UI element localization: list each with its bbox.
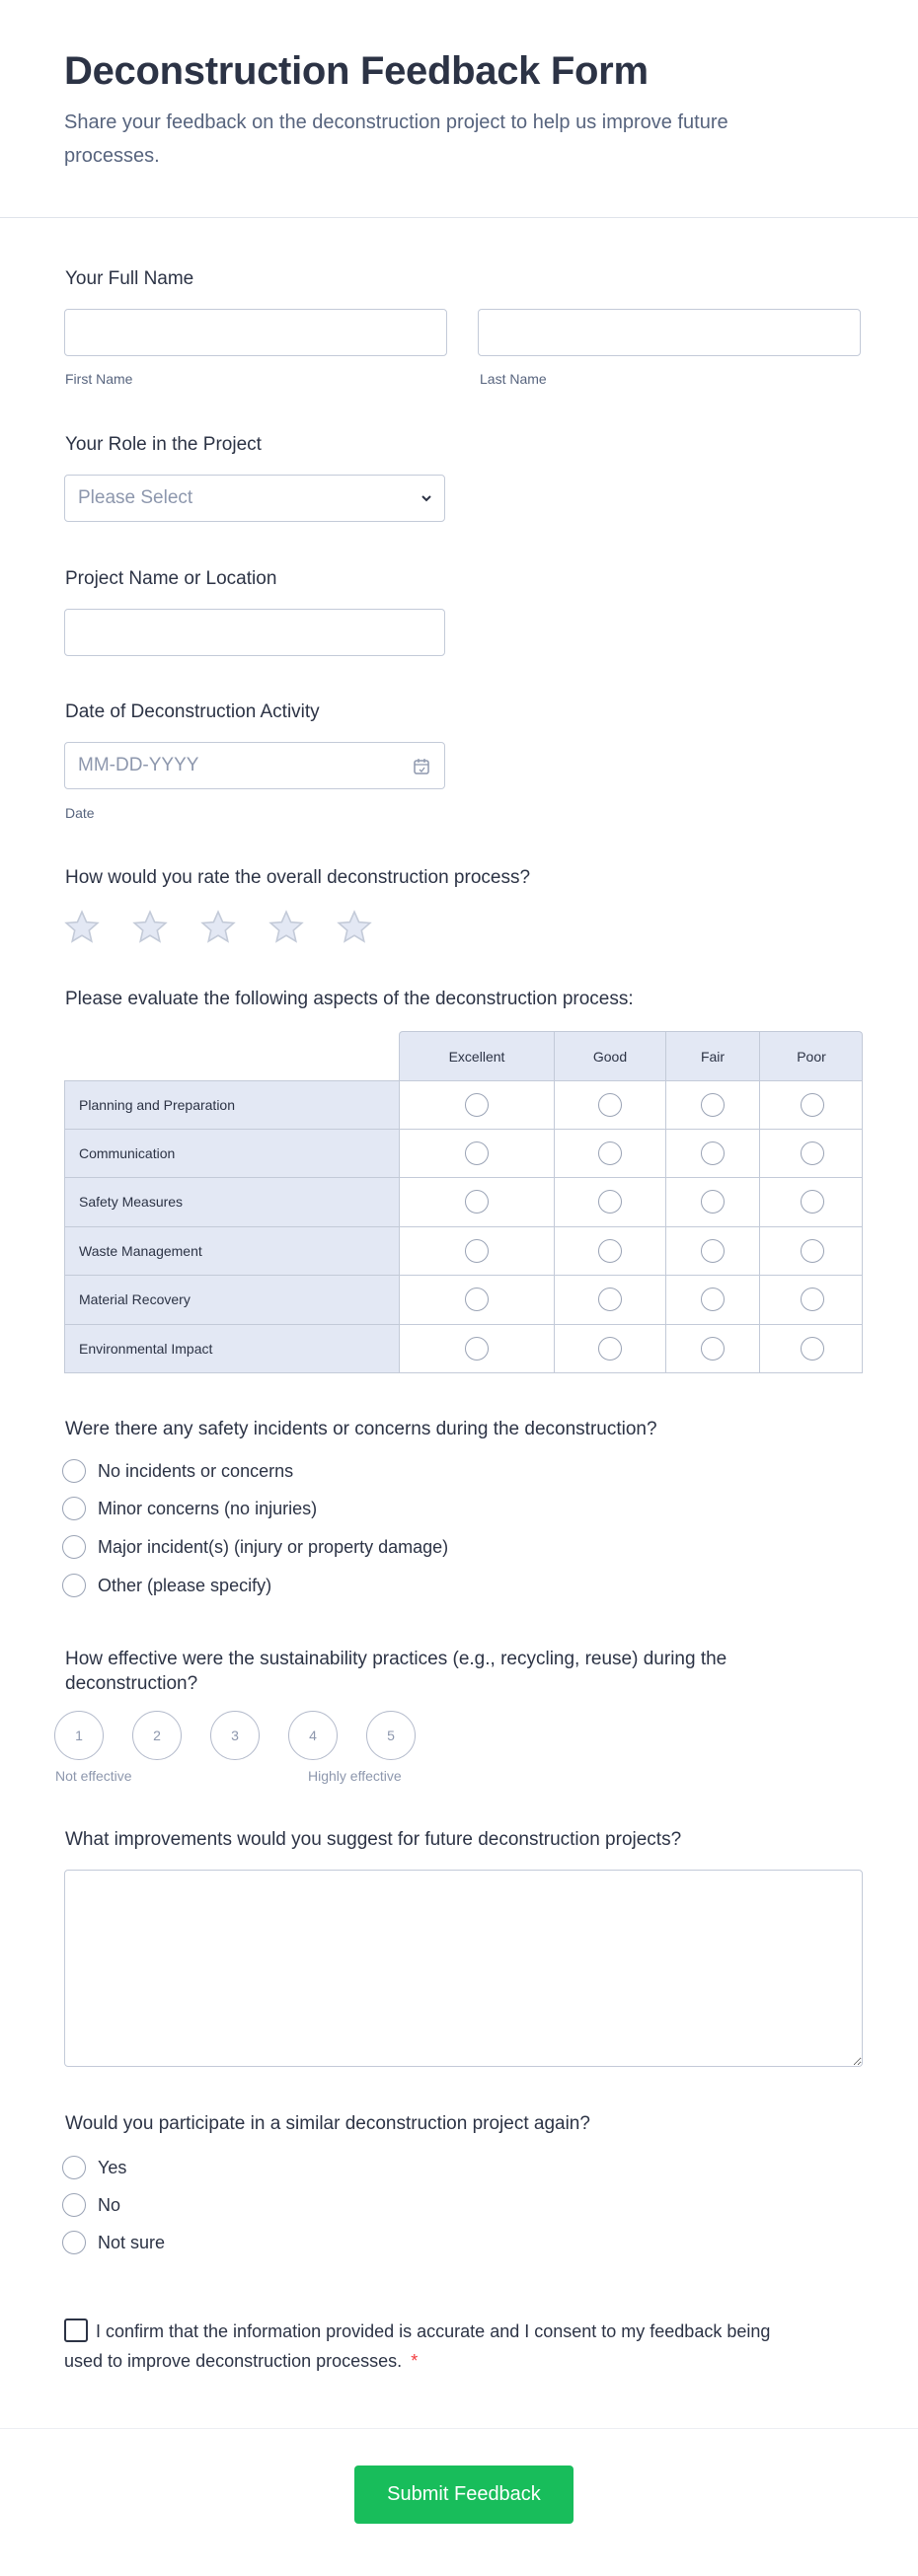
matrix-cell: [666, 1178, 760, 1226]
option-label: Minor concerns (no injuries): [98, 1498, 318, 1518]
matrix-cell: [555, 1276, 666, 1324]
matrix-radio-good[interactable]: [598, 1141, 622, 1165]
date-sublabel: Date: [65, 805, 95, 821]
matrix-radio-poor[interactable]: [801, 1288, 824, 1311]
matrix-cell: [555, 1081, 666, 1129]
star-icon[interactable]: [199, 909, 237, 946]
scale-option-5[interactable]: 5: [366, 1711, 416, 1760]
full-name-label: Your Full Name: [65, 268, 194, 289]
matrix-radio-poor[interactable]: [801, 1190, 824, 1214]
matrix-cell: [555, 1130, 666, 1178]
safety-option[interactable]: [62, 1535, 448, 1559]
improvements-label: What improvements would you suggest for future deconstruction projects?: [65, 1829, 682, 1850]
scale-option-4[interactable]: 4: [288, 1711, 338, 1760]
scale-option-1[interactable]: 1: [54, 1711, 104, 1760]
matrix-cell: [555, 1178, 666, 1226]
last-name-sublabel: Last Name: [480, 371, 547, 387]
scale-option-2[interactable]: 2: [132, 1711, 182, 1760]
matrix-cell: [400, 1081, 555, 1129]
radio-button[interactable]: [62, 1459, 86, 1483]
matrix-cell: [666, 1130, 760, 1178]
matrix-row-label: Safety Measures: [65, 1178, 400, 1226]
matrix-radio-good[interactable]: [598, 1190, 622, 1214]
matrix-row-label: Material Recovery: [65, 1276, 400, 1324]
consent-field: [64, 2317, 795, 2376]
matrix-row: [64, 1130, 863, 1179]
scale-high-label: Highly effective: [308, 1768, 402, 1784]
matrix-radio-good[interactable]: [598, 1337, 622, 1361]
matrix-radio-good[interactable]: [598, 1239, 622, 1263]
matrix-col-poor: Poor: [797, 1049, 826, 1065]
radio-button[interactable]: [62, 1574, 86, 1597]
matrix-radio-excellent[interactable]: [465, 1337, 489, 1361]
matrix-cell: [400, 1178, 555, 1226]
option-label: No incidents or concerns: [98, 1460, 294, 1481]
sustainability-scale[interactable]: [54, 1711, 416, 1760]
date-input[interactable]: [64, 742, 445, 789]
safety-label: Were there any safety incidents or concerns during the deconstruction?: [65, 1419, 657, 1439]
first-name-input[interactable]: [64, 309, 447, 356]
matrix-cell: [555, 1325, 666, 1373]
improvements-textarea[interactable]: [64, 1870, 863, 2067]
option-label: Not sure: [98, 2232, 166, 2252]
safety-option[interactable]: [62, 1574, 271, 1597]
chevron-down-icon: [421, 493, 432, 503]
required-mark: *: [411, 2351, 419, 2371]
matrix-radio-fair[interactable]: [701, 1141, 725, 1165]
calendar-icon[interactable]: [413, 758, 430, 775]
first-name-sublabel: First Name: [65, 371, 133, 387]
role-select-value: Please Select: [78, 487, 193, 508]
participate-option[interactable]: [62, 2156, 126, 2179]
star-icon[interactable]: [268, 909, 305, 946]
matrix-row: [64, 1325, 863, 1374]
participate-label: Would you participate in a similar deconstruction project again?: [65, 2113, 590, 2134]
safety-option[interactable]: [62, 1497, 317, 1520]
matrix-radio-excellent[interactable]: [465, 1093, 489, 1117]
matrix-label: Please evaluate the following aspects of the deconstruction process:: [65, 989, 634, 1009]
matrix-cell: [666, 1227, 760, 1276]
matrix-row: [64, 1080, 863, 1130]
matrix-cell: [400, 1325, 555, 1373]
matrix-cell: [760, 1227, 864, 1276]
radio-button[interactable]: [62, 2156, 86, 2179]
matrix-cell: [760, 1081, 864, 1129]
star-icon[interactable]: [336, 909, 373, 946]
option-label: Major incident(s) (injury or property damage): [98, 1536, 449, 1557]
matrix-radio-poor[interactable]: [801, 1093, 824, 1117]
last-name-input[interactable]: [478, 309, 861, 356]
matrix-row: [64, 1178, 863, 1227]
matrix-radio-fair[interactable]: [701, 1093, 725, 1117]
matrix-row-label: Waste Management: [65, 1227, 400, 1276]
consent-checkbox[interactable]: [64, 2318, 88, 2342]
rating-label: How would you rate the overall deconstruction process?: [65, 867, 531, 888]
matrix-cell: [760, 1178, 864, 1226]
matrix-cell: [666, 1276, 760, 1324]
matrix-radio-fair[interactable]: [701, 1288, 725, 1311]
matrix-col-fair: Fair: [666, 1032, 760, 1081]
scale-low-label: Not effective: [55, 1768, 132, 1784]
option-label: No: [98, 2194, 121, 2215]
option-label: Other (please specify): [98, 1575, 272, 1595]
matrix-row-label: Planning and Preparation: [65, 1081, 400, 1129]
project-label: Project Name or Location: [65, 568, 277, 589]
star-rating[interactable]: [63, 909, 373, 946]
date-label: Date of Deconstruction Activity: [65, 701, 320, 722]
matrix-row-label: Environmental Impact: [65, 1325, 400, 1373]
header-divider: [0, 217, 918, 218]
role-select[interactable]: [64, 475, 445, 522]
matrix-cell: [400, 1227, 555, 1276]
scale-option-3[interactable]: 3: [210, 1711, 260, 1760]
project-input[interactable]: [64, 609, 445, 656]
matrix-col-excellent: Excellent: [400, 1032, 555, 1081]
page-title: Deconstruction Feedback Form: [64, 49, 649, 93]
matrix-radio-poor[interactable]: [801, 1337, 824, 1361]
matrix-radio-fair[interactable]: [701, 1239, 725, 1263]
consent-text: I confirm that the information provided is accurate and I consent to my feedback being used to improve deconstruction processes.: [64, 2321, 771, 2371]
safety-option[interactable]: [62, 1459, 293, 1483]
role-label: Your Role in the Project: [65, 434, 262, 455]
footer-divider: [0, 2428, 918, 2429]
option-label: Yes: [98, 2157, 127, 2177]
matrix-radio-excellent[interactable]: [465, 1190, 489, 1214]
matrix-radio-good[interactable]: [598, 1288, 622, 1311]
matrix-radio-fair[interactable]: [701, 1337, 725, 1361]
matrix-row-label: Communication: [65, 1130, 400, 1178]
radio-button[interactable]: [62, 2231, 86, 2254]
matrix-cell: [555, 1227, 666, 1276]
matrix-radio-fair[interactable]: [701, 1190, 725, 1214]
radio-button[interactable]: [62, 1497, 86, 1520]
matrix-header: [399, 1031, 863, 1080]
matrix-cell: [666, 1325, 760, 1373]
matrix-radio-excellent[interactable]: [465, 1239, 489, 1263]
matrix-cell: [760, 1130, 864, 1178]
matrix-radio-poor[interactable]: [801, 1141, 824, 1165]
page-subtitle: Share your feedback on the deconstruction project to help us improve future processes.: [64, 111, 728, 167]
sustainability-label: How effective were the sustainability practices (e.g., recycling, reuse) during the deconstruction?: [65, 1649, 727, 1694]
matrix-cell: [400, 1276, 555, 1324]
submit-button[interactable]: Submit Feedback: [354, 2466, 574, 2524]
matrix-radio-excellent[interactable]: [465, 1288, 489, 1311]
participate-option[interactable]: [62, 2193, 120, 2217]
matrix-cell: [400, 1130, 555, 1178]
participate-option[interactable]: [62, 2231, 165, 2254]
matrix-radio-good[interactable]: [598, 1093, 622, 1117]
star-icon[interactable]: [63, 909, 101, 946]
matrix-col-good: Good: [555, 1032, 666, 1081]
matrix-cell: [760, 1325, 864, 1373]
matrix-cell: [666, 1081, 760, 1129]
star-icon[interactable]: [131, 909, 169, 946]
matrix-radio-poor[interactable]: [801, 1239, 824, 1263]
radio-button[interactable]: [62, 1535, 86, 1559]
date-placeholder: MM-DD-YYYY: [78, 755, 199, 775]
matrix-radio-excellent[interactable]: [465, 1141, 489, 1165]
radio-button[interactable]: [62, 2193, 86, 2217]
matrix-row: [64, 1276, 863, 1325]
matrix-cell: [760, 1276, 864, 1324]
matrix-row: [64, 1227, 863, 1277]
